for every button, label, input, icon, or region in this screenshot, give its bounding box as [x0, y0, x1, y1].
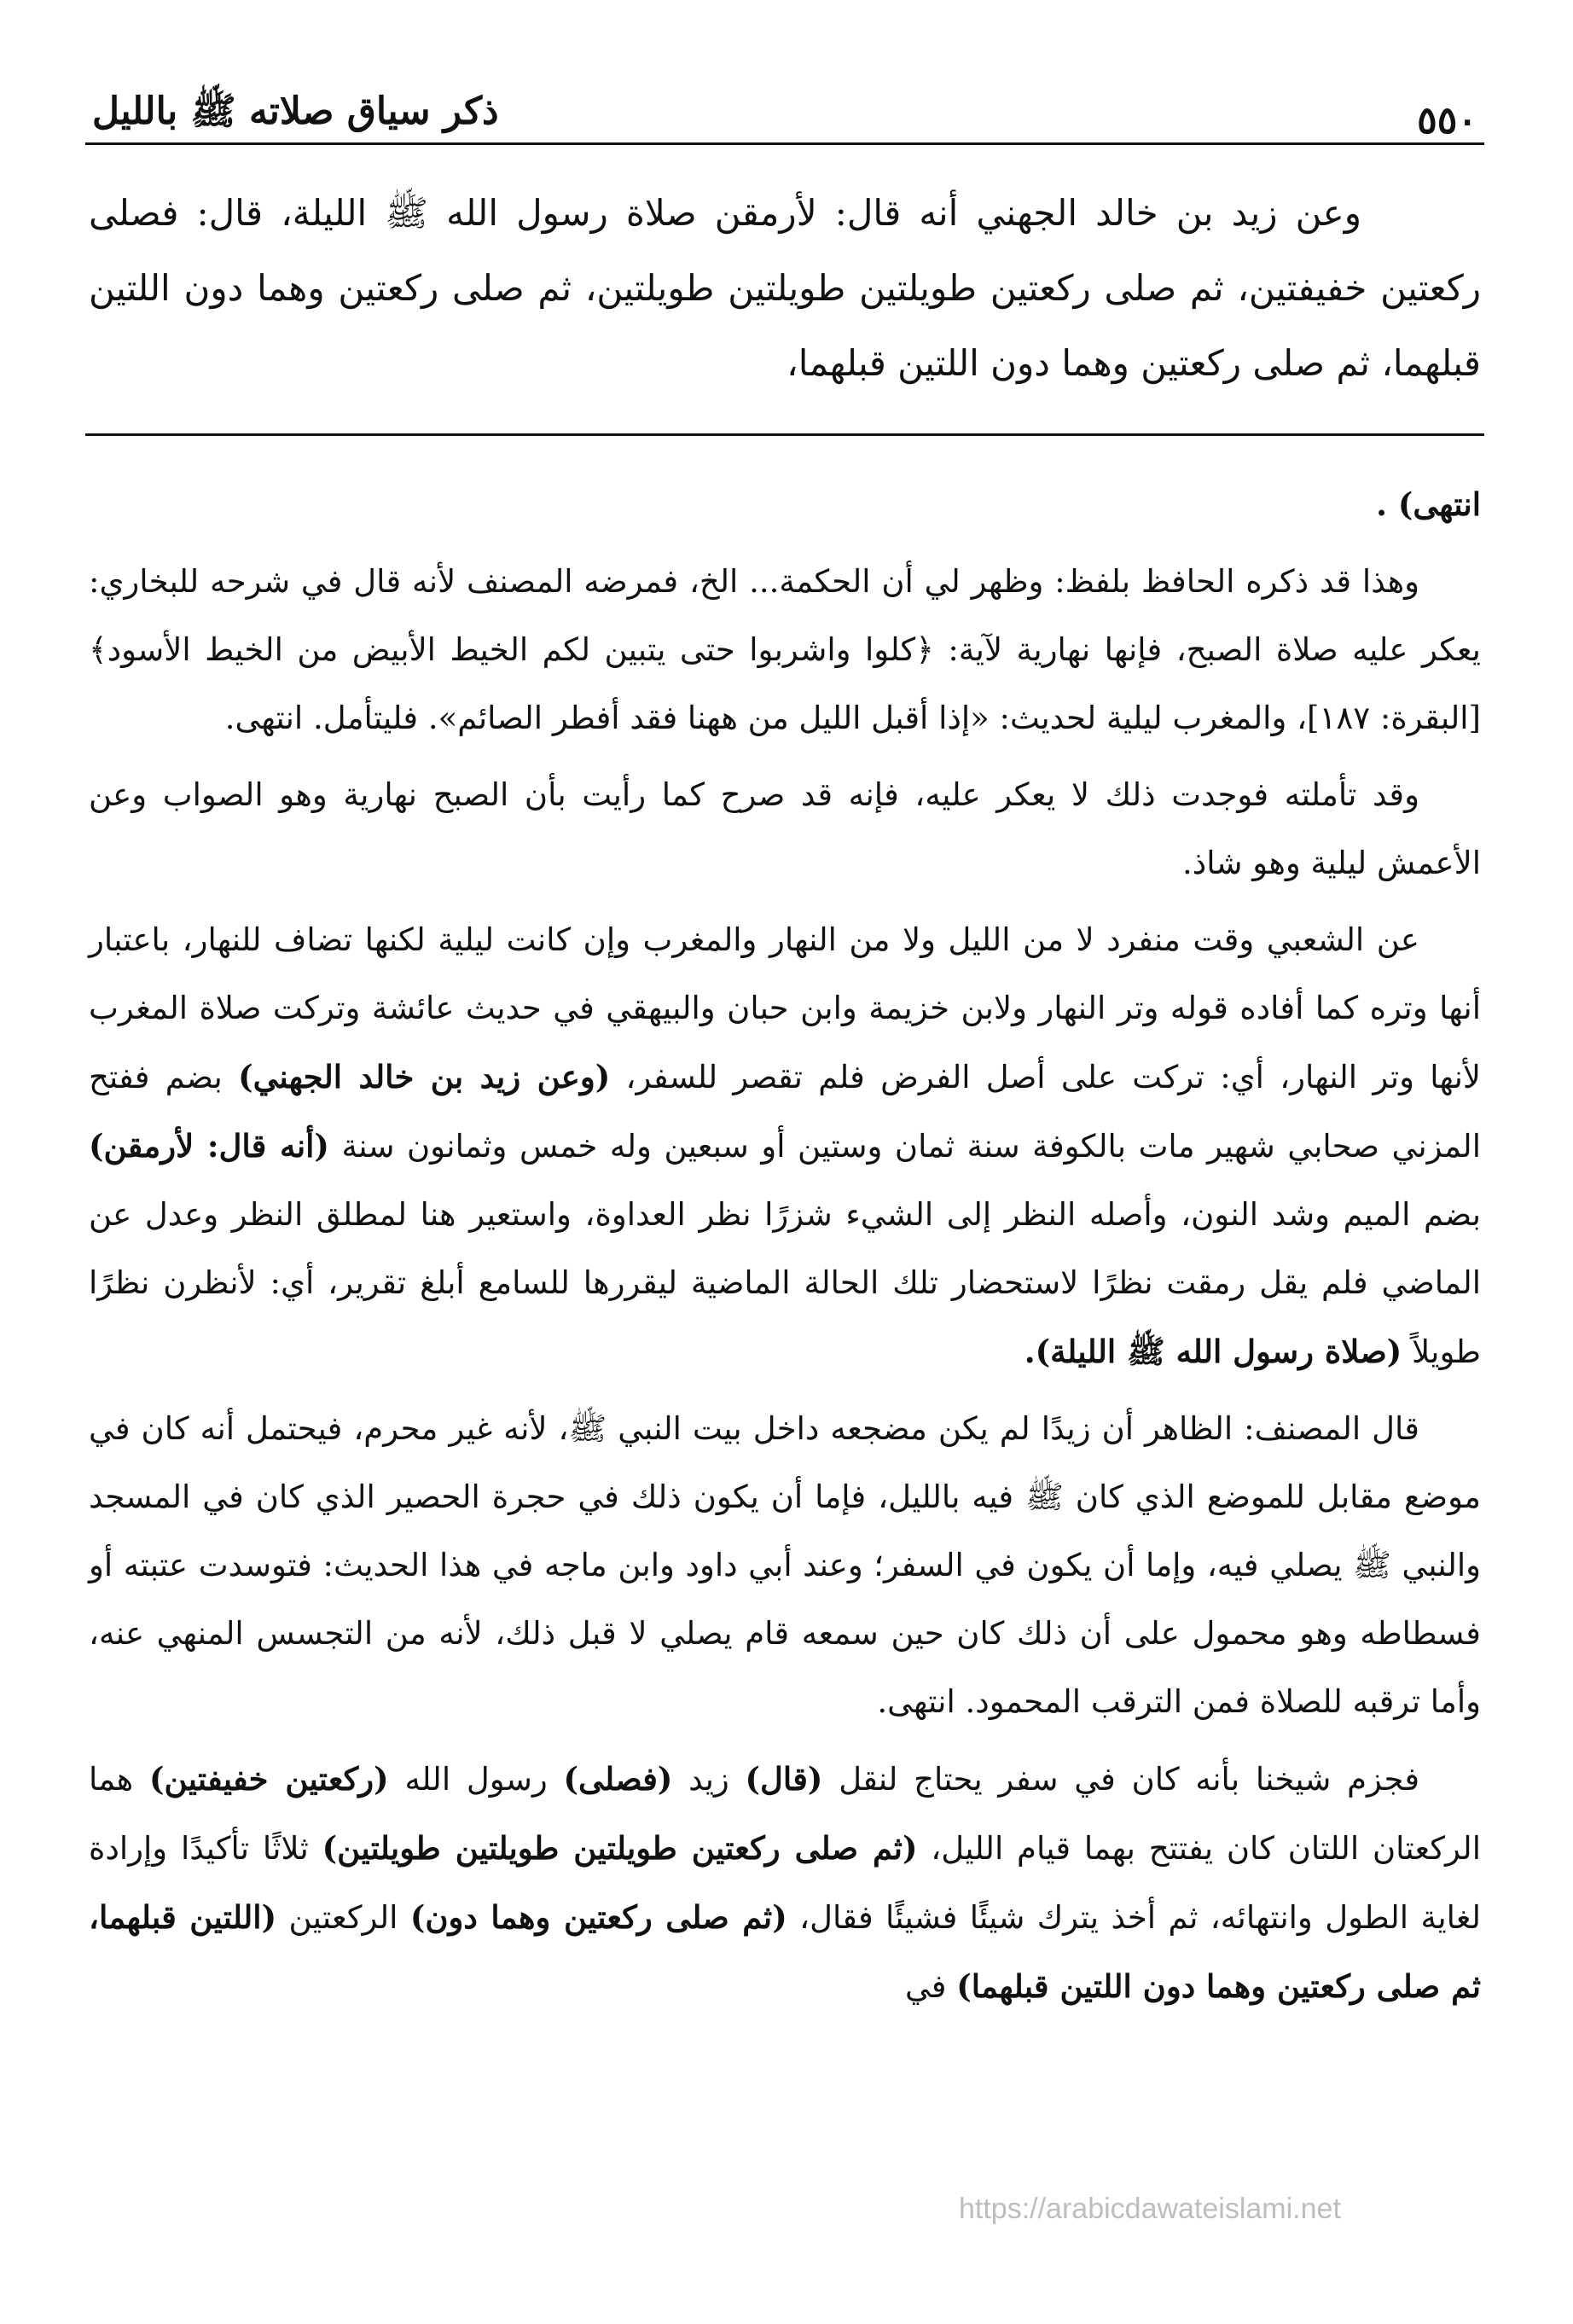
page-number: ٥٥٠ [1417, 99, 1477, 142]
commentary-paragraph-6 [89, 1745, 1481, 2021]
commentary-paragraph-1 [89, 470, 1481, 539]
quoted-matn: (اللتين قبلهما، ثم صلى ركعتين وهما دون اللتين قبلهما) [89, 1898, 1481, 2005]
commentary-text: عن الشعبي وقت منفرد لا من الليل ولا من النهار والمغرب وإن كانت ليلية لكنها تضاف للنهار، باعتبار أنها وتره كما أفاده قوله وتر النهار ولابن خزيمة وابن حبان والبيهقي في حديث عائشة وتركت صلاة المغرب لأنها وتر النهار، أي: تركت على أصل الفرض فلم تقصر للسفر، [89, 921, 1481, 1095]
commentary-paragraph-2: وهذا قد ذكره الحافظ بلفظ: وظهر لي أن الحكمة... الخ، فمرضه المصنف لأنه قال في شرحه للبخاري: يعكر عليه صلاة الصبح، فإنها نهارية لآية: ﴿كلوا واشربوا حتى يتبين لكم الخيط الأبيض من الخيط الأسود﴾ [البقرة: ١٨٧]، والمغرب ليلية لحديث: «إذا أقبل الليل من ههنا فقد أفطر الصائم». فليتأمل. انتهى. [89, 563, 1481, 736]
book-page [85, 81, 1484, 2030]
running-header [85, 81, 1484, 145]
commentary-paragraph-3: وقد تأملته فوجدت ذلك لا يعكر عليه، فإنه قد صرح كما رأيت بأن الصبح نهارية وهو الصواب وعن الأعمش ليلية وهو شاذ. [89, 776, 1481, 881]
source-watermark: https://arabicdawateislami.net [959, 2193, 1341, 2225]
text-separator-rule [85, 433, 1484, 436]
commentary-text: ثلاثًا تأكيدًا وإرادة لغاية الطول وانتهائه، ثم أخذ يترك شيئًا فشيئًا فقال، [89, 1830, 1482, 1936]
commentary-text: في [904, 1968, 947, 2005]
commentary-block [85, 470, 1484, 2021]
quoted-matn: (أنه قال: لأرمقن) [89, 1127, 329, 1165]
quoted-matn: (ثم صلى ركعتين طويلتين طويلتين طويلتين) [322, 1829, 918, 1867]
quoted-matn: (ثم صلى ركعتين وهما دون) [409, 1898, 787, 1936]
continued-ending: انتهى) . [1376, 485, 1481, 523]
running-title: ذكر سياق صلاته ﷺ بالليل [92, 90, 499, 133]
commentary-text: زيد [688, 1761, 729, 1798]
commentary-paragraph-4 [89, 906, 1481, 1386]
hadith-text-block [85, 176, 1484, 401]
quoted-matn: (ركعتين خفيفتين) [148, 1760, 389, 1798]
commentary-paragraph-5: قال المصنف: الظاهر أن زيدًا لم يكن مضجعه داخل بيت النبي ﷺ، لأنه غير محرم، فيحتمل أنه كان في موضع مقابل للموضع الذي كان ﷺ فيه بالليل، فإما أن يكون ذلك في حجرة الحصير الذي كان في المسجد والنبي ﷺ يصلي فيه، وإما أن يكون في السفر؛ وعند أبي داود وابن ماجه في هذا الحديث: فتوسدت عتبته أو فسطاطه وهو محمول على أن ذلك كان حين سمعه قام يصلي لا قبل ذلك، لأنه من التجسس المنهي عنه، وأما ترقبه للصلاة فمن الترقب المحمود. انتهى. [89, 1410, 1481, 1720]
quoted-matn: (فصلى) [563, 1760, 673, 1798]
quoted-matn: (قال) [745, 1760, 823, 1798]
commentary-text: بضم ففتح المزني صحابي شهير مات بالكوفة سنة ثمان وستين أو سبعين وله خمس وثمانون سنة [89, 1059, 1481, 1165]
quoted-matn: (صلاة رسول الله ﷺ الليلة). [1024, 1333, 1402, 1370]
commentary-text: رسول الله [404, 1761, 548, 1798]
hadith-paragraph: وعن زيد بن خالد الجهني أنه قال: لأرمقن صلاة رسول الله ﷺ الليلة، قال: فصلى ركعتين خفيفتين، ثم صلى ركعتين طويلتين طويلتين طويلتين، ثم صلى ركعتين وهما دون اللتين قبلهما، ثم صلى ركعتين وهما دون اللتين قبلهما، [89, 192, 1482, 384]
commentary-text: فجزم شيخنا بأنه كان في سفر يحتاج لنقل [839, 1761, 1420, 1798]
commentary-text: هما الركعتان اللتان كان يفتتح بهما قيام الليل، [89, 1761, 1481, 1867]
commentary-text: بضم الميم وشد النون، وأصله النظر إلى الشيء شزرًا نظر العداوة، واستعير هنا لمطلق النظر وعدل عن الماضي فلم يقل رمقت نظرًا لاستحضار تلك الحالة الماضية ليقررها للسامع أبلغ تقرير، أي: لأنظرن نظرًا طويلاً [89, 1196, 1481, 1370]
commentary-text: الركعتين [288, 1899, 398, 1936]
quoted-matn: (وعن زيد بن خالد الجهني) [238, 1058, 611, 1095]
